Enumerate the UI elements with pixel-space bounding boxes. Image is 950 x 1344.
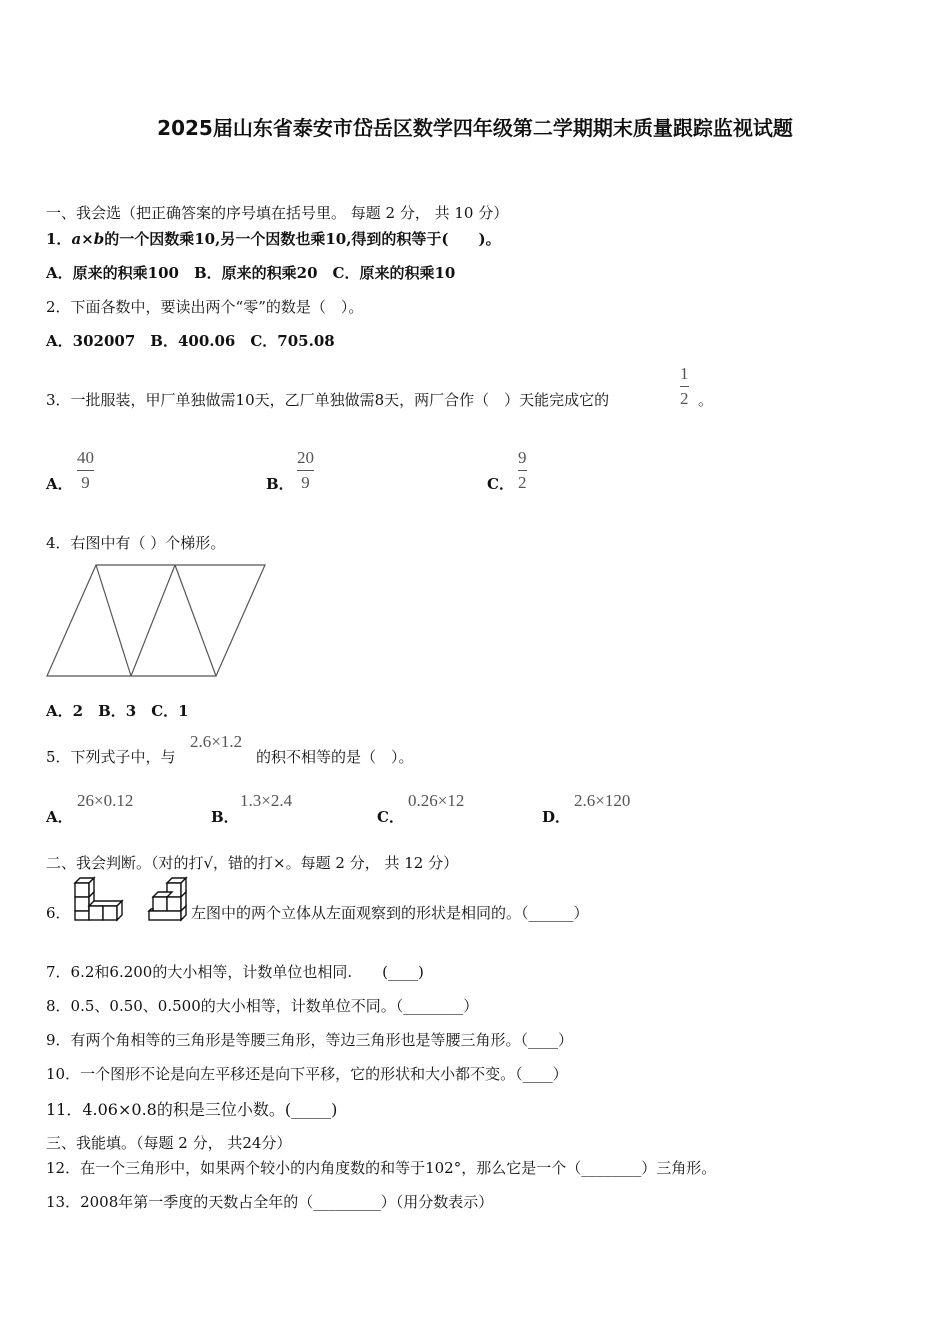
cube-face [75, 883, 89, 897]
q3-a-numerator: 40 [77, 448, 94, 467]
cube-face [103, 906, 117, 920]
section2-heading: 二、我会判断。（对的打√，错的打×。每题 2 分， 共 12 分） [46, 854, 459, 872]
q3-option-c-fraction [518, 448, 527, 493]
q3-fraction [680, 364, 689, 409]
q6-number: 6． [46, 904, 71, 922]
q3-a-denominator: 9 [81, 473, 90, 492]
cube-face [75, 911, 89, 920]
q5-option-c-expression: 0.26×12 [408, 791, 465, 810]
question-6: 左图中的两个立体从左面观察到的形状是相同的。（______） [191, 904, 589, 922]
question-4: 4．右图中有（ ）个梯形。 [46, 534, 226, 552]
q1-variable: a×b [71, 230, 105, 248]
q5-expression: 2.6×1.2 [190, 732, 243, 751]
fraction-bar [680, 386, 689, 387]
q5-prefix: 5．下列式子中，与 [46, 748, 176, 766]
cube-face [167, 897, 181, 911]
q3-option-a-fraction [77, 448, 94, 493]
question-12: 12．在一个三角形中，如果两个较小的内角度数的和等于102°，那么它是一个（________）三角形。 [46, 1159, 717, 1177]
q1-number: 1． [46, 230, 72, 248]
q3-frac-denominator: 2 [680, 389, 689, 408]
q5-option-b-expression: 1.3×2.4 [240, 791, 293, 810]
cube-face [153, 897, 167, 911]
q3-tail: 。 [698, 391, 714, 409]
section1-heading: 一、我会选（把正确答案的序号填在括号里。 每题 2 分， 共 10 分） [46, 204, 509, 222]
q3-frac-numerator: 1 [680, 364, 689, 383]
fraction-bar [77, 470, 94, 471]
parallelogram-outline [47, 565, 265, 676]
q3-option-b-fraction [297, 448, 314, 493]
q4-options: A．2 B．3 C．1 [46, 702, 189, 720]
q5-option-c-label: C． [377, 808, 404, 826]
q3-c-numerator: 9 [518, 448, 527, 467]
figure-diagonal-3 [175, 565, 216, 676]
question-8: 8．0.5、0.50、0.500的大小相等，计数单位不同。（________） [46, 997, 479, 1015]
question-11: 11．4.06×0.8的积是三位小数。(_____) [46, 1100, 338, 1119]
q5-option-b-label: B． [211, 808, 239, 826]
question-1 [46, 228, 501, 249]
cube-face [149, 911, 181, 920]
q3-b-denominator: 9 [301, 473, 310, 492]
q5-option-a-expression: 26×0.12 [77, 791, 134, 810]
question-2: 2．下面各数中，要读出两个“零”的数是（ ）。 [46, 298, 364, 316]
section3-heading: 三、我能填。（每题 2 分， 共24分） [46, 1134, 292, 1152]
q3-b-numerator: 20 [297, 448, 314, 467]
q5-option-a-label: A． [46, 808, 73, 826]
figure-diagonal-2 [131, 565, 175, 676]
cube-face [89, 906, 103, 920]
q3-option-b-label: B． [266, 475, 294, 493]
question-3: 3．一批服装，甲厂单独做需10天，乙厂单独做需8天，两厂合作（ ）天能完成它的 [46, 391, 610, 409]
trapezoid-figure [44, 562, 270, 680]
fraction-bar [518, 470, 527, 471]
q3-option-a-label: A． [46, 475, 73, 493]
q2-options: A．302007 B．400.06 C．705.08 [46, 332, 335, 350]
question-13: 13．2008年第一季度的天数占全年的（_________）（用分数表示） [46, 1193, 494, 1211]
question-10: 10．一个图形不论是向左平移还是向下平移，它的形状和大小都不变。（____） [46, 1065, 568, 1083]
q5-option-d-expression: 2.6×120 [574, 791, 631, 810]
question-9: 9．有两个角相等的三角形是等腰三角形，等边三角形也是等腰三角形。（____） [46, 1031, 574, 1049]
q3-option-c-label: C． [487, 475, 514, 493]
page-title: 2025届山东省泰安市岱岳区数学四年级第二学期期末质量跟踪监视试题 [157, 116, 793, 140]
cube-face [75, 897, 89, 911]
q1-text: 的一个因数乘10,另一个因数也乘10,得到的积等于( )。 [104, 230, 501, 248]
q3-c-denominator: 2 [518, 473, 527, 492]
q1-options: A．原来的积乘100 B．原来的积乘20 C．原来的积乘10 [46, 264, 456, 282]
q5-option-d-label: D． [542, 808, 571, 826]
fraction-bar [297, 470, 314, 471]
question-7: 7．6.2和6.200的大小相等，计数单位也相同. (____) [46, 963, 424, 981]
figure-diagonal-1 [96, 565, 131, 676]
cube-solids-figure [73, 876, 191, 922]
q5-suffix: 的积不相等的是（ ）。 [256, 748, 414, 766]
